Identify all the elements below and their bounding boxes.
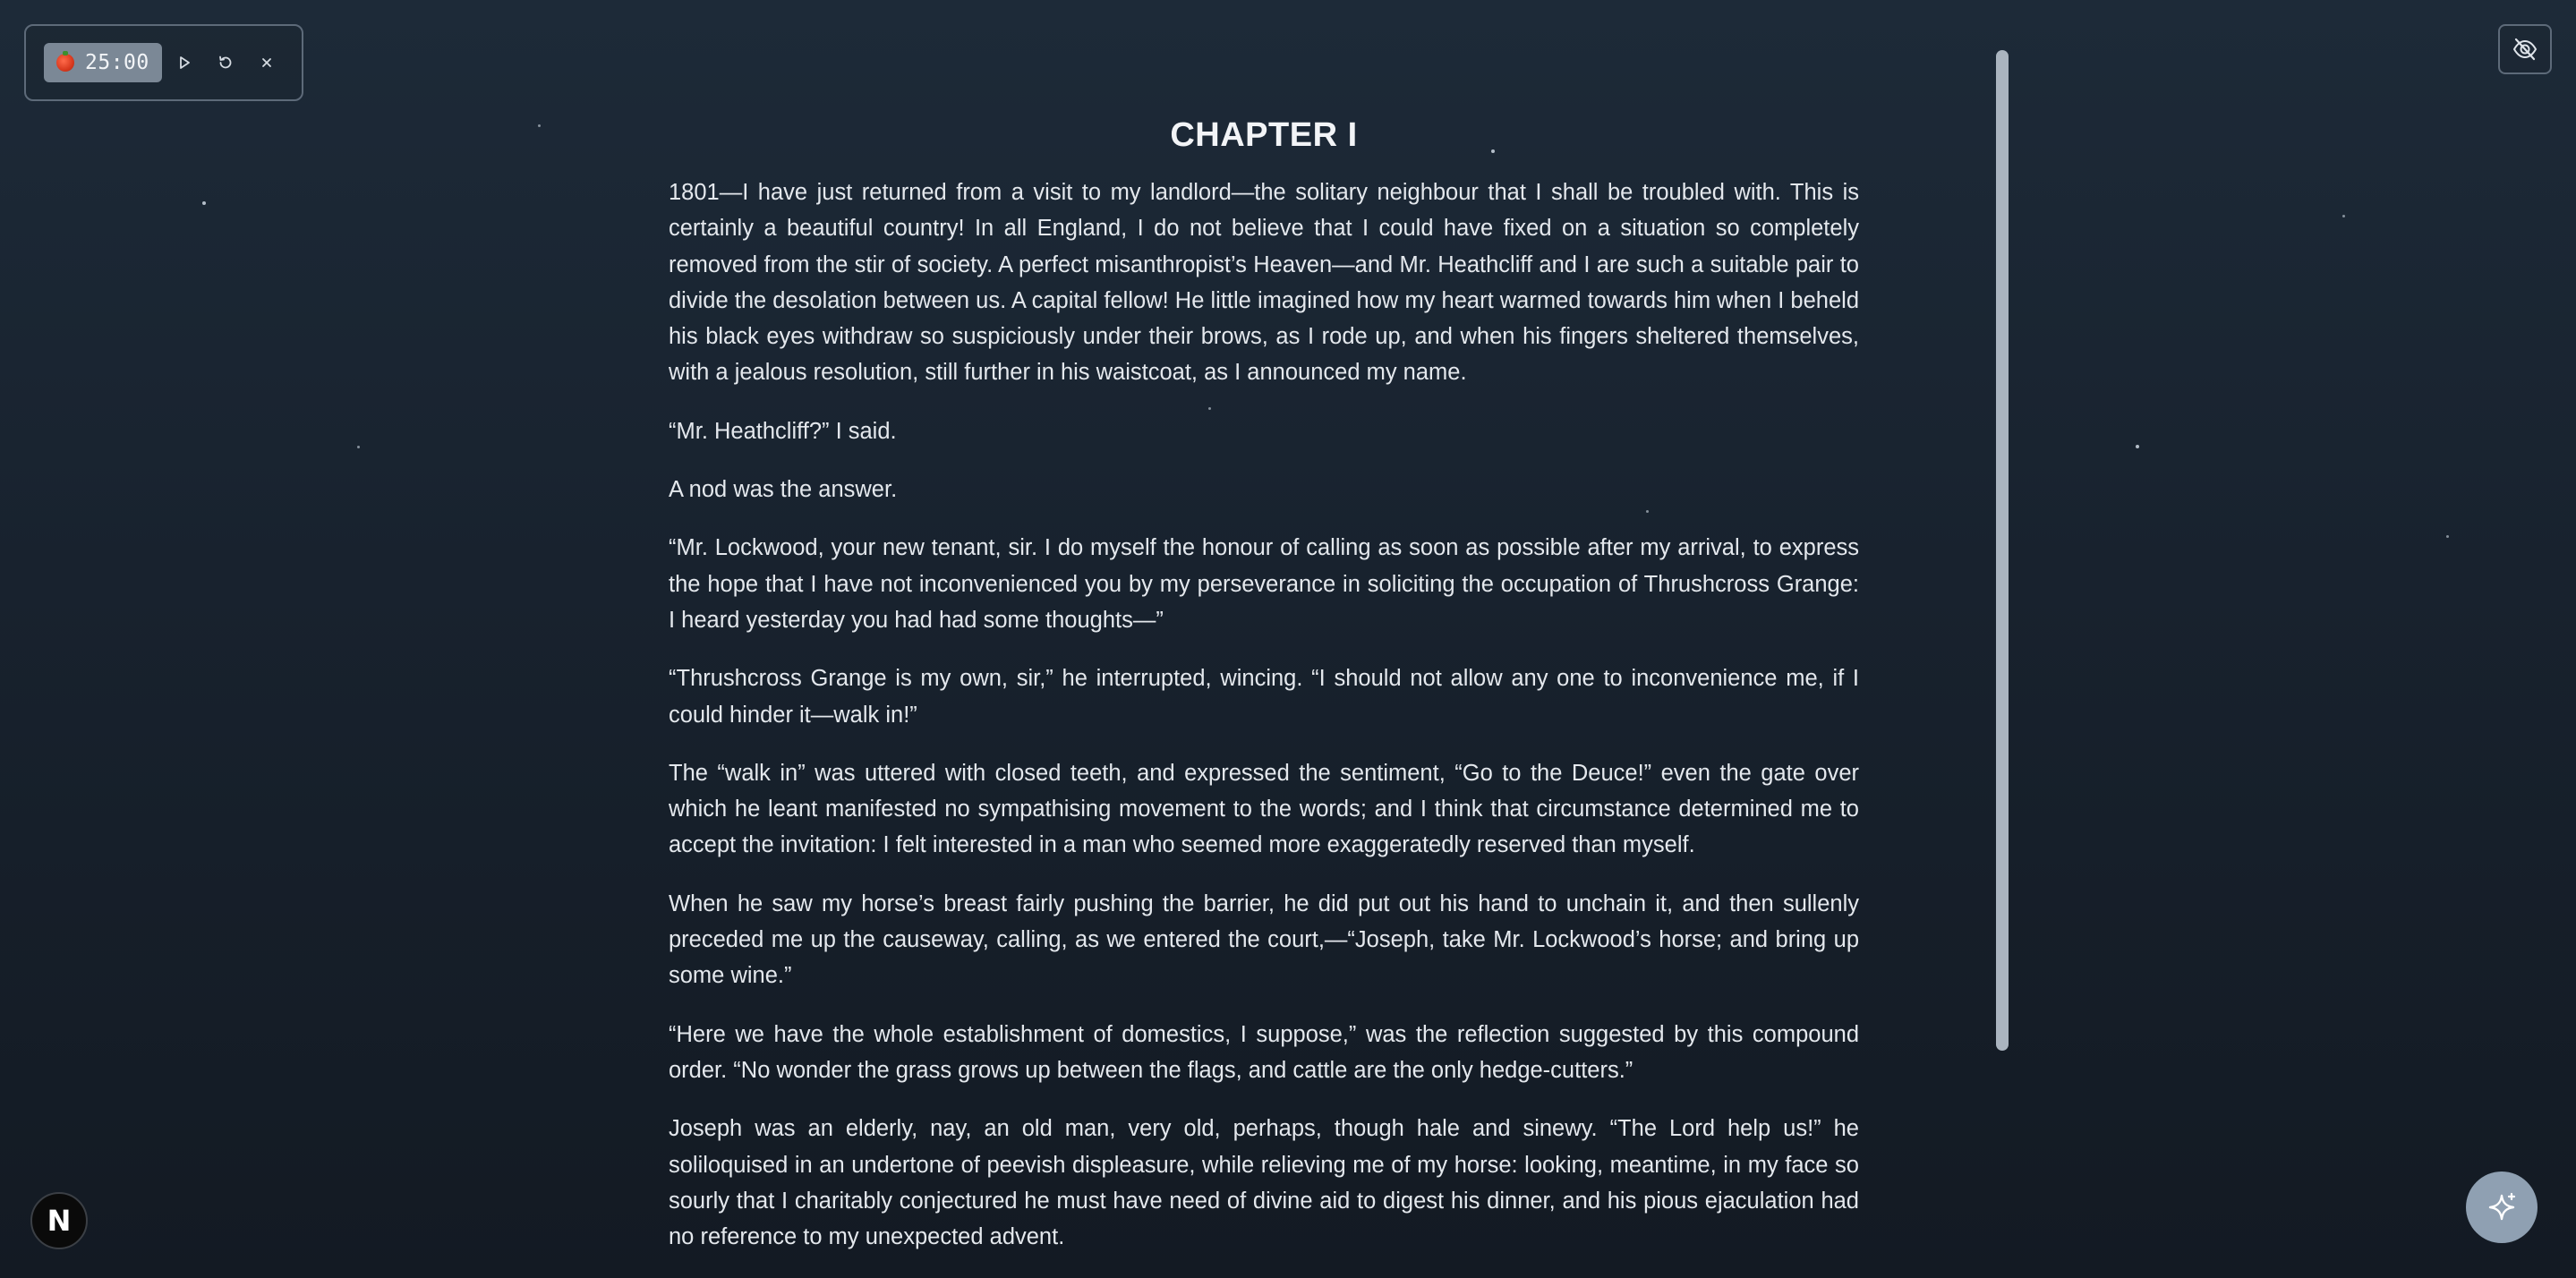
paragraph: The “walk in” was uttered with closed teeth, and expressed the sentiment, “Go to the Deuce!” even the gate over which he leant manifested no sympathising movement to the words; and I think that circumstance determined me to accept the invitation: I felt interested in a man who seemed more exaggeratedly reserved than myself. xyxy=(669,760,1859,858)
scrollbar[interactable] xyxy=(1996,50,2009,1051)
hide-ui-button[interactable] xyxy=(2498,24,2552,74)
paragraph: “Mr. Heathcliff?” I said. xyxy=(669,418,897,444)
timer-time: 25:00 xyxy=(85,51,149,74)
background-star xyxy=(357,446,360,448)
background-star xyxy=(538,124,541,127)
paragraph: Joseph was an elderly, nay, an old man, very old, perhaps, though hale and sinewy. “The Lord help us!” he soliloquised in an undertone of peevish displeasure, while relieving me of my horse: looking, meantime, in my face so sourly that I charitably conjectured he must have need of divine aid to digest his dinner, and his pious ejaculation had no reference to my unexpected advent. xyxy=(669,1116,1859,1250)
paragraph: A nod was the answer. xyxy=(669,477,898,503)
background-star xyxy=(202,201,206,205)
play-button[interactable] xyxy=(166,44,203,81)
timer-display xyxy=(44,43,162,82)
chapter-title: CHAPTER I xyxy=(1170,116,1358,154)
paragraph: 1801—I have just returned from a visit to my landlord—the solitary neighbour that I shall be troubled with. This is certainly a beautiful country! In all England, I do not believe that I could have fixed on a situation so completely removed from the stir of society. A perfect misanthropist’s Heaven—and Mr. Heathcliff and I are such a suitable pair to divide the desolation between us. A capital fellow! He little imagined how my heart warmed towards him when I beheld his black eyes withdraw so suspiciously under their brows, as I rode up, and when his fingers sheltered themselves, with a jealous resolution, still further in his waistcoat, as I announced my name. xyxy=(669,180,1859,386)
tomato-icon xyxy=(56,54,74,72)
pomodoro-timer xyxy=(24,24,303,101)
sparkle-icon xyxy=(2485,1190,2519,1224)
scrollbar-thumb[interactable] xyxy=(1996,50,2009,1051)
reset-button[interactable] xyxy=(207,44,244,81)
reset-icon xyxy=(217,54,235,72)
ai-assistant-button[interactable] xyxy=(2466,1172,2538,1243)
close-icon xyxy=(258,54,276,72)
background-star xyxy=(2446,535,2449,538)
close-timer-button[interactable] xyxy=(248,44,286,81)
reader-content xyxy=(669,116,1859,1277)
n-logo-letter: N xyxy=(47,1204,72,1238)
play-icon xyxy=(175,54,193,72)
paragraph: When he saw my horse’s breast fairly pushing the barrier, he did put out his hand to unchain it, and then sullenly preceded me up the causeway, calling, as we entered the court,—“Joseph, take Mr. Lockwood’s horse; and bring up some wine.” xyxy=(669,890,1859,989)
eye-off-icon xyxy=(2512,36,2538,63)
paragraph: “Thrushcross Grange is my own, sir,” he interrupted, wincing. “I should not allow any one to inconvenience me, if I could hinder it—walk in!” xyxy=(669,666,1859,728)
background-star xyxy=(2342,215,2345,217)
background-star xyxy=(2136,445,2139,448)
n-logo-button[interactable] xyxy=(30,1192,88,1249)
paragraph: “Mr. Lockwood, your new tenant, sir. I do myself the honour of calling as soon as possible after my arrival, to express the hope that I have not inconvenienced you by my perseverance in soliciting the occupation of Thrushcross Grange: I heard yesterday you had had some thoughts—” xyxy=(669,535,1859,633)
paragraph: “Here we have the whole establishment of domestics, I suppose,” was the reflection suggested by this compound order. “No wonder the grass grows up between the flags, and cattle are the only hedge-cutters.” xyxy=(669,1021,1859,1083)
